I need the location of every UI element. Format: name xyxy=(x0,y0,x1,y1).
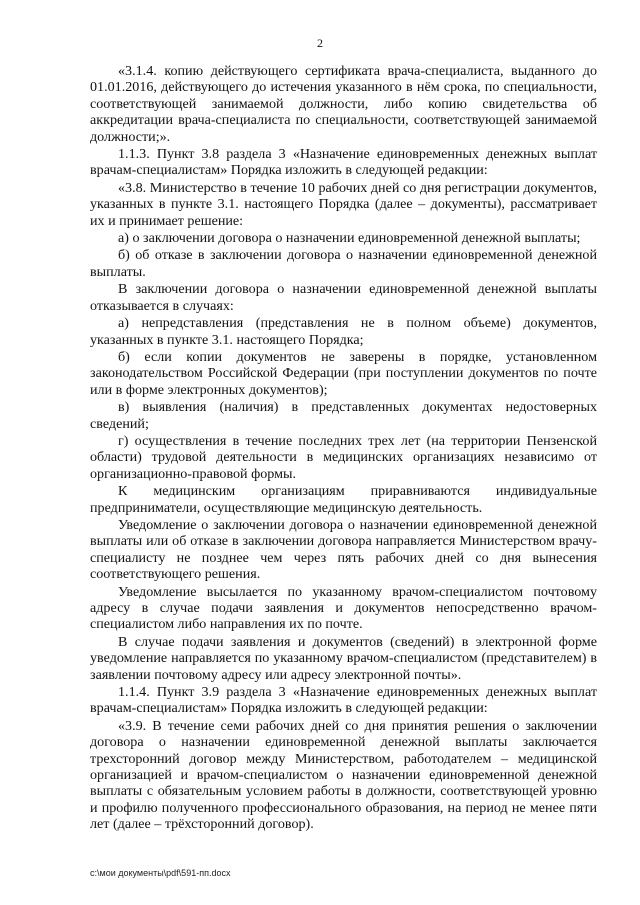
paragraph-notification: Уведомление о заключении договора о назначении единовременной денежной выплаты или об отказе в заключении договора направляется Министерством врачу-специалисту не позднее чем через пять рабочих дней со дня вынесения соответствующего решения. xyxy=(90,516,597,583)
paragraph-case-v: в) выявления (наличия) в представленных документах недостоверных сведений; xyxy=(90,399,597,432)
footer-file-path: c:\мои документы\pdf\591-пп.docx xyxy=(90,868,231,878)
paragraph-postal: Уведомление высылается по указанному врачом-специалистом почтовому адресу в случае подачи заявления и документов непосредственно врачом-специалистом либо направления их по почте. xyxy=(90,583,597,633)
paragraph-refusal-cases: В заключении договора о назначении единовременной денежной выплаты отказывается в случаях: xyxy=(90,281,597,314)
paragraph-1-1-3: 1.1.3. Пункт 3.8 раздела 3 «Назначение единовременных денежных выплат врачам-специалистам» Порядка изложить в следующей редакции: xyxy=(90,146,597,179)
paragraph-option-b: б) об отказе в заключении договора о назначении единовременной денежной выплаты. xyxy=(90,247,597,280)
paragraph-3-8: «3.8. Министерство в течение 10 рабочих дней со дня регистрации документов, указанных в пункте 3.1. настоящего Порядка (далее – документы), рассматривает их и принимает решение: xyxy=(90,179,597,229)
document-body xyxy=(90,63,597,834)
paragraph-option-a: а) о заключении договора о назначении единовременной денежной выплаты; xyxy=(118,230,581,247)
paragraph-case-a: а) непредставления (представления не в полном объеме) документов, указанных в пункте 3.1. настоящего Порядка; xyxy=(90,315,597,348)
paragraph-case-g: г) осуществления в течение последних трех лет (на территории Пензенской области) трудовой деятельности в медицинских организациях независимо от организационно-правовой формы. xyxy=(90,432,597,482)
paragraph-electronic: В случае подачи заявления и документов (сведений) в электронной форме уведомление направляется по указанному врачом-специалистом (представителем) в заявлении почтовому адресу или адресу электронной почты». xyxy=(90,633,597,683)
paragraph-case-b: б) если копии документов не заверены в порядке, установленном законодательством Российской Федерации (при поступлении документов по почте или в форме электронных документов); xyxy=(90,348,597,398)
paragraph-3-1-4: «3.1.4. копию действующего сертификата врача-специалиста, выданного до 01.01.2016, действующего до истечения указанного в нём срока, по специальности, соответствующей занимаемой должности, либо копию свидетельства об аккредитации врача-специалиста по специальности, соответствующей занимаемой должности;». xyxy=(90,63,597,145)
paragraph-1-1-4: 1.1.4. Пункт 3.9 раздела 3 «Назначение единовременных денежных выплат врачам-специалистам» Порядка изложить в следующей редакции: xyxy=(90,684,597,717)
paragraph-medical-orgs: К медицинским организациям приравниваются индивидуальные предприниматели, осуществляющие медицинскую деятельность. xyxy=(90,483,597,516)
paragraph-3-9: «3.9. В течение семи рабочих дней со дня принятия решения о заключении договора о назначении единовременной денежной выплаты заключается трехсторонний договор между Министерством, работодателем – медицинской организацией и врачом-специалистом о назначении единовременной денежной выплаты с обязательным условием работы в должности, соответствующей уровню и профилю полученного профессионального образования, на период не менее пяти лет (далее – трёхсторонний договор). xyxy=(90,717,597,833)
page-number: 2 xyxy=(317,36,323,50)
